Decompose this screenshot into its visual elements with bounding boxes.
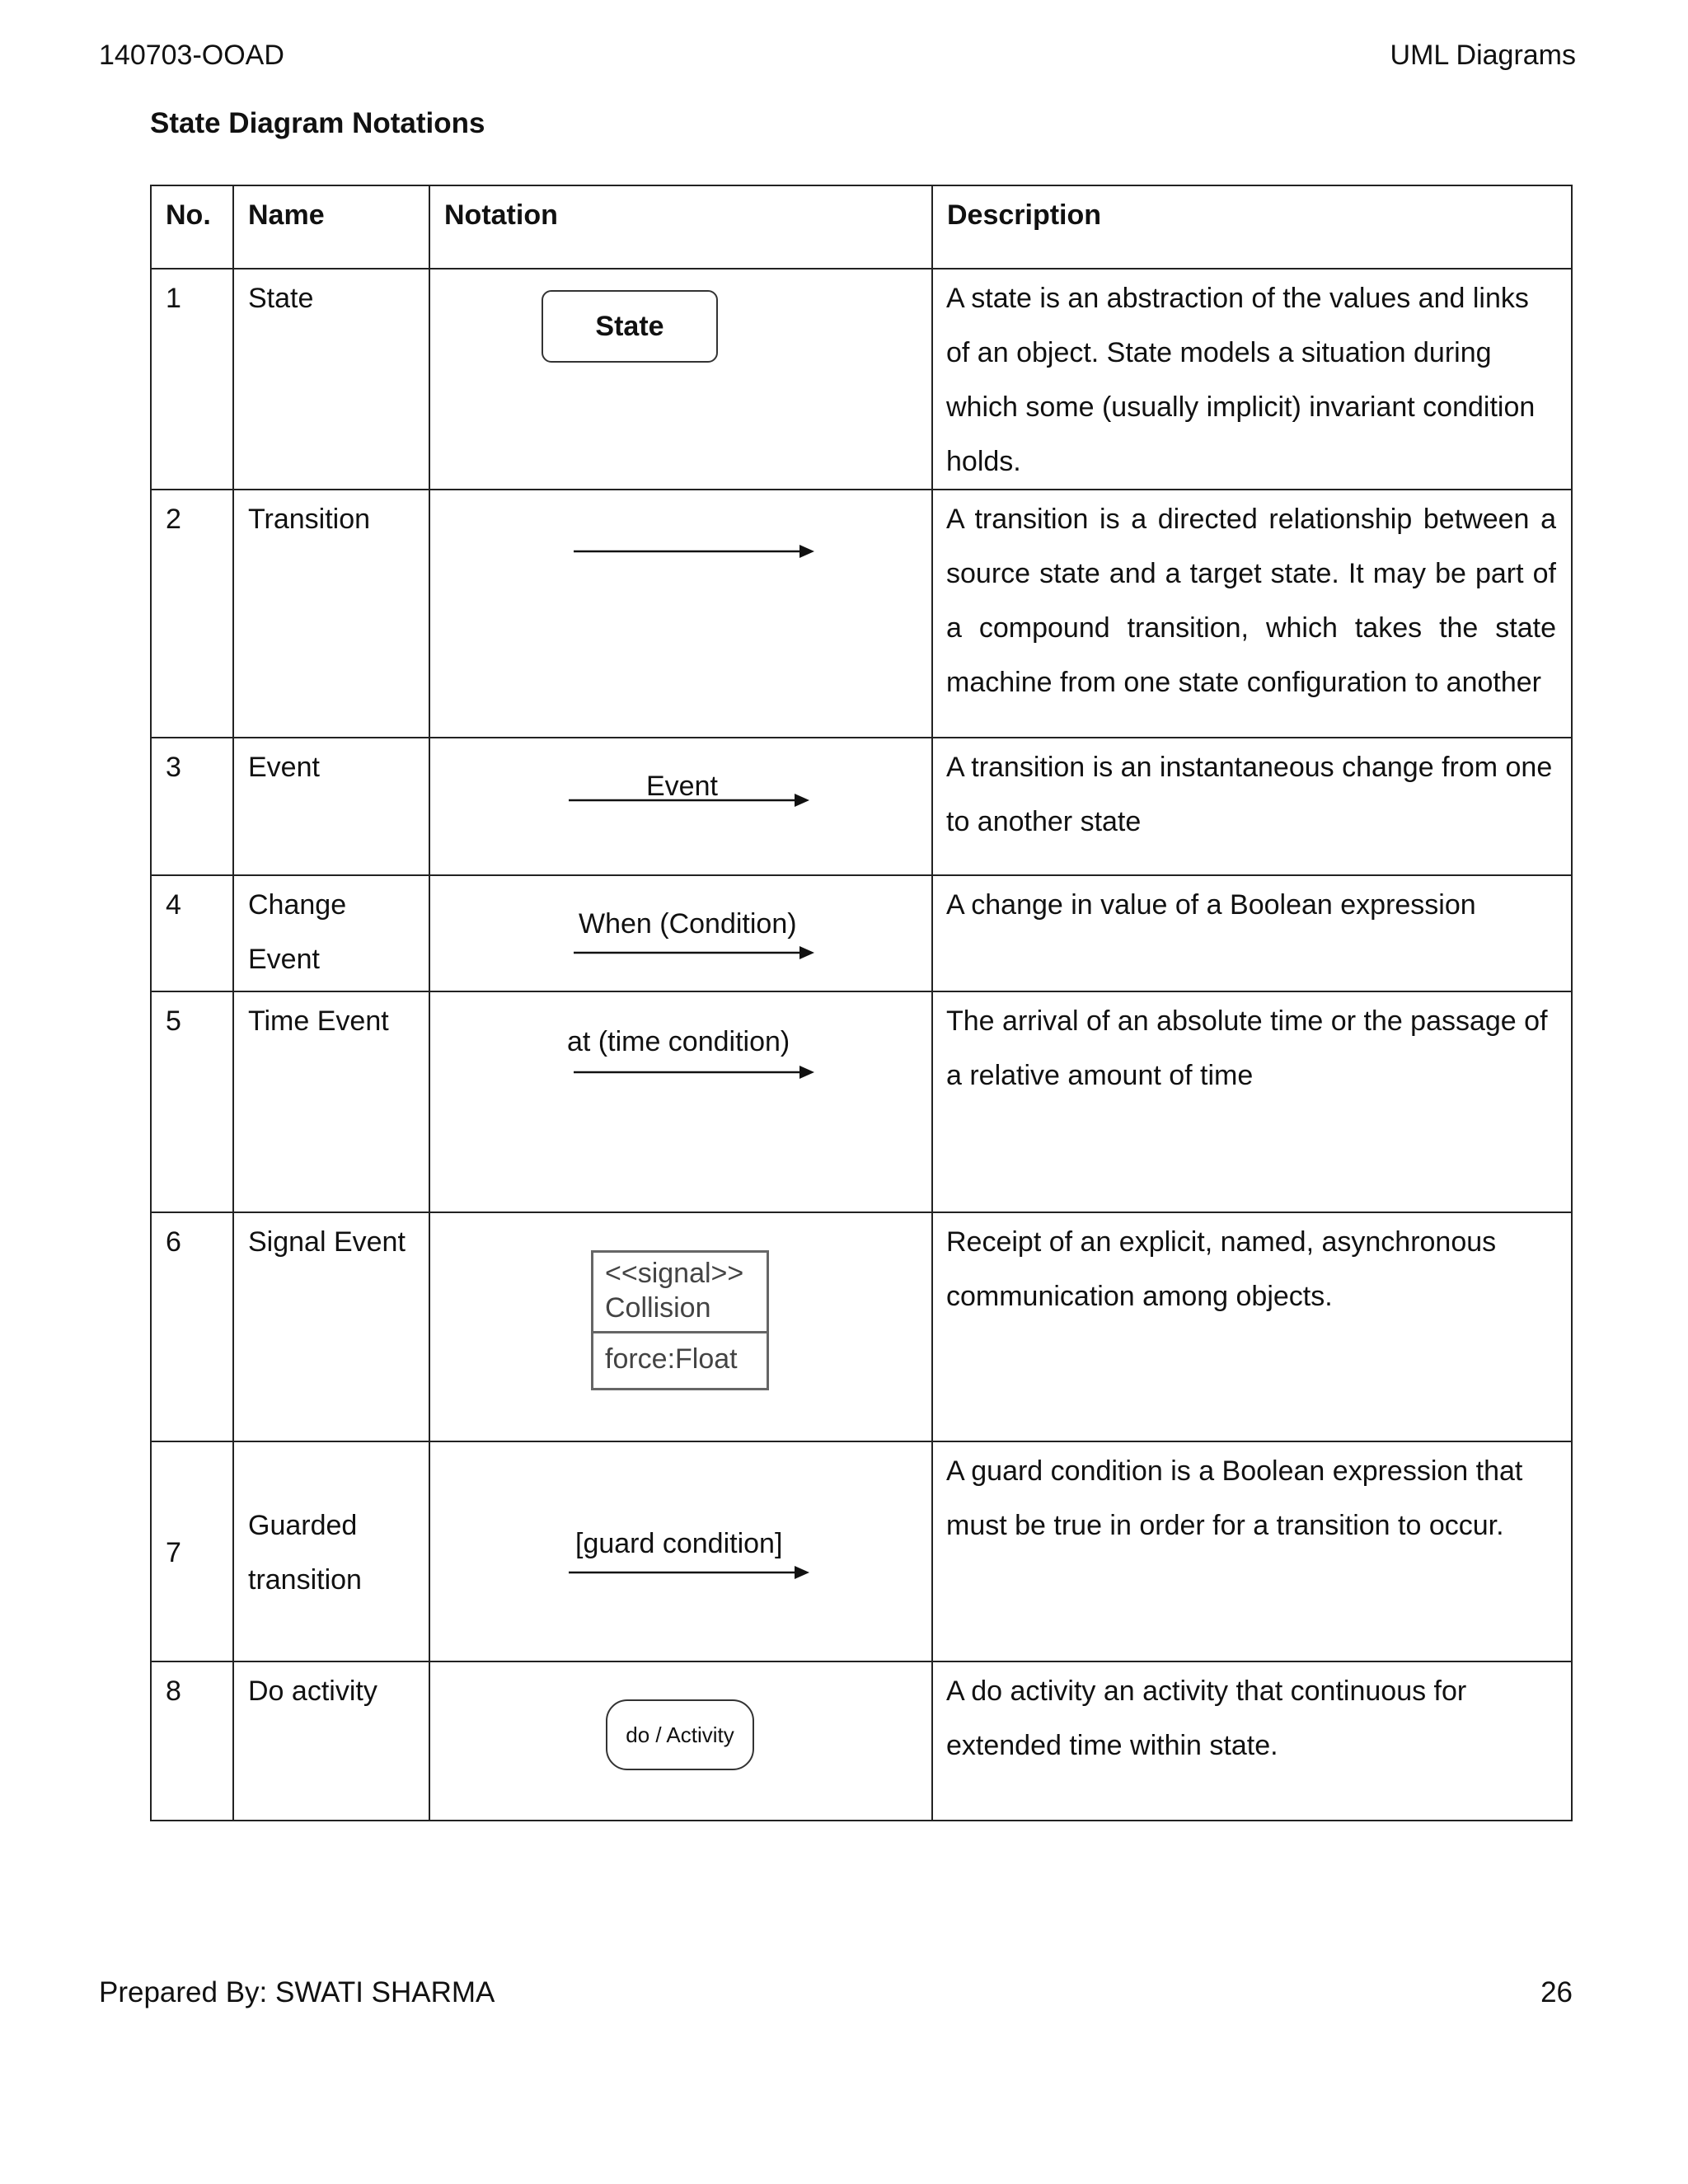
table-row [151, 875, 1572, 991]
page-number: 26 [1540, 1976, 1573, 2008]
row-description: A do activity an activity that continuous for extended time within state. [932, 1661, 1572, 1821]
column-header-name: Name [233, 185, 429, 269]
row-name: Signal Event [233, 1212, 429, 1441]
row-description: A transition is an instantaneous change from one to another state [932, 738, 1572, 875]
row-name: Time Event [233, 991, 429, 1212]
row-number: 4 [151, 875, 233, 991]
notation-cell [429, 1441, 932, 1661]
row-name: Guarded transition [233, 1441, 429, 1661]
notation-cell [429, 738, 932, 875]
row-name: Do activity [233, 1661, 429, 1821]
change-event-label: When (Condition) [579, 908, 797, 940]
notation-cell [429, 991, 932, 1212]
row-number: 7 [151, 1441, 233, 1661]
row-number: 1 [151, 269, 233, 490]
column-header-description: Description [932, 185, 1572, 269]
notations-table [150, 185, 1573, 1821]
event-label: Event [646, 771, 718, 802]
row-number: 8 [151, 1661, 233, 1821]
notation-cell [429, 490, 932, 738]
row-description: The arrival of an absolute time or the passage of a relative amount of time [932, 991, 1572, 1212]
change-event-arrow-icon [572, 943, 819, 963]
notation-cell [429, 1212, 932, 1441]
state-notation: State [542, 290, 718, 363]
table-row [151, 490, 1572, 738]
header-course-code: 140703-OOAD [99, 40, 284, 71]
section-title: State Diagram Notations [150, 107, 485, 139]
notation-cell [429, 1661, 932, 1821]
table-row [151, 738, 1572, 875]
row-name: State [233, 269, 429, 490]
signal-name: Collision [605, 1292, 711, 1324]
table-row [151, 1661, 1572, 1821]
row-description: A guard condition is a Boolean expression that must be true in order for a transition to occur. [932, 1441, 1572, 1661]
row-number: 2 [151, 490, 233, 738]
row-number: 3 [151, 738, 233, 875]
do-activity-notation: do / Activity [606, 1699, 754, 1770]
row-name: Transition [233, 490, 429, 738]
row-description: A change in value of a Boolean expression [932, 875, 1572, 991]
signal-stereotype: <<signal>> [605, 1258, 744, 1289]
notation-cell [429, 269, 932, 490]
row-description: Receipt of an explicit, named, asynchronous communication among objects. [932, 1212, 1572, 1441]
row-description: A state is an abstraction of the values and links of an object. State models a situation during which some (usually implicit) invariant condition holds. [932, 269, 1572, 490]
notation-cell [429, 875, 932, 991]
signal-notation [591, 1250, 769, 1390]
row-name: Change Event [233, 875, 429, 991]
column-header-no: No. [151, 185, 233, 269]
time-event-arrow-icon [572, 1062, 819, 1082]
table-row [151, 1441, 1572, 1661]
row-name: Event [233, 738, 429, 875]
row-number: 5 [151, 991, 233, 1212]
event-arrow-icon [567, 790, 814, 810]
signal-attribute: force:Float [605, 1343, 738, 1375]
transition-arrow-icon [572, 541, 819, 561]
row-number: 6 [151, 1212, 233, 1441]
column-header-notation: Notation [429, 185, 932, 269]
table-row [151, 1212, 1572, 1441]
row-description: A transition is a directed relationship between a source state and a target state. It may be part of a compound transition, which takes the state machine from one state configuration to another [932, 490, 1572, 738]
footer-author: Prepared By: SWATI SHARMA [99, 1976, 495, 2008]
table-row [151, 269, 1572, 490]
header-topic: UML Diagrams [1390, 40, 1576, 71]
guard-condition-label: [guard condition] [575, 1528, 783, 1559]
table-header-row [151, 185, 1572, 269]
time-event-label: at (time condition) [567, 1026, 790, 1057]
guarded-transition-arrow-icon [567, 1563, 814, 1582]
table-row [151, 991, 1572, 1212]
